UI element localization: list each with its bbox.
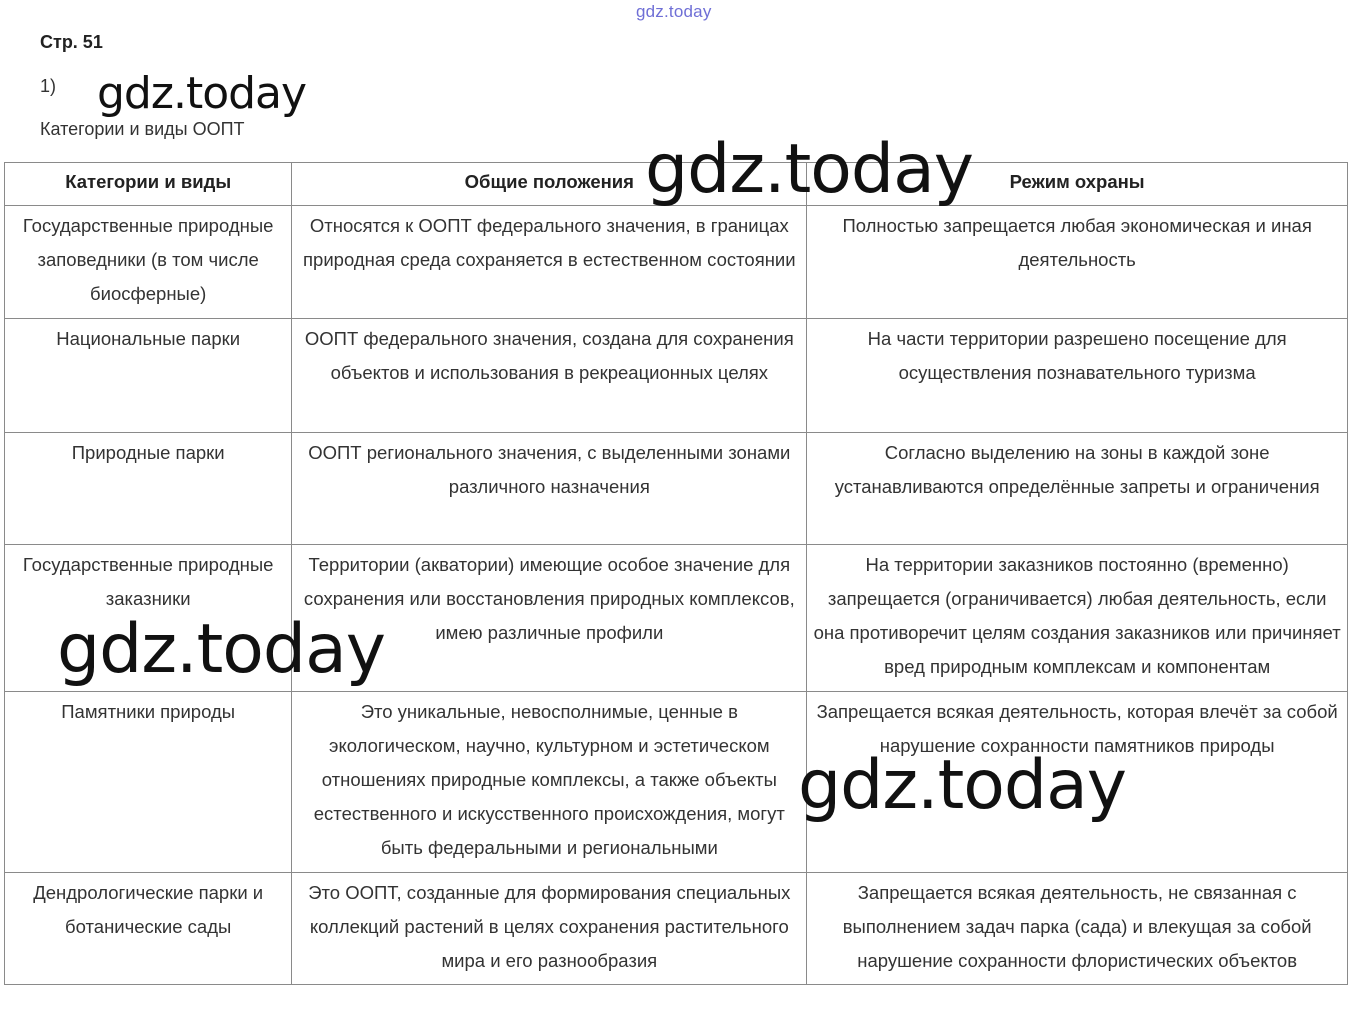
cell-regime: Полностью запрещается любая экономическая и иная деятельность bbox=[807, 206, 1348, 319]
cell-general: Относятся к ООПТ федерального значения, в границах природная среда сохраняется в естественном состоянии bbox=[292, 206, 807, 319]
watermark: gdz.today bbox=[97, 68, 307, 119]
cell-category: Природные парки bbox=[5, 433, 292, 545]
table-row bbox=[5, 692, 1348, 873]
cell-category: Национальные парки bbox=[5, 319, 292, 433]
cell-regime: На части территории разрешено посещение для осуществления познавательного туризма bbox=[807, 319, 1348, 433]
watermark: gdz.today bbox=[645, 130, 973, 209]
cell-category: Дендрологические парки и ботанические сады bbox=[5, 873, 292, 985]
cell-regime: Согласно выделению на зоны в каждой зоне устанавливаются определённые запреты и ограничения bbox=[807, 433, 1348, 545]
cell-general: ООПТ федерального значения, создана для сохранения объектов и использования в рекреационных целях bbox=[292, 319, 807, 433]
table-row bbox=[5, 206, 1348, 319]
watermark: gdz.today bbox=[798, 746, 1126, 825]
column-header-general: Общие положения bbox=[292, 163, 807, 206]
table-row bbox=[5, 433, 1348, 545]
column-header-category: Категории и виды bbox=[5, 163, 292, 206]
cell-general: Это уникальные, невосполнимые, ценные в экологическом, научно, культурном и эстетическом отношениях природные комплексы, а также объекты естественного и искусственного происхождения, могут быть федеральными и региональными bbox=[292, 692, 807, 873]
table-caption: Категории и виды ООПТ bbox=[40, 119, 245, 139]
top-watermark-text: gdz.today bbox=[636, 2, 712, 21]
cell-category: Государственные природные заповедники (в том числе биосферные) bbox=[5, 206, 292, 319]
table-row bbox=[5, 873, 1348, 985]
cell-category: Государственные природные заказники bbox=[5, 545, 292, 692]
cell-regime: Запрещается всякая деятельность, которая влечёт за собой нарушение сохранности памятников природы bbox=[807, 692, 1348, 873]
oopt-table bbox=[4, 162, 1348, 985]
cell-general: Это ООПТ, созданные для формирования специальных коллекций растений в целях сохранения растительного мира и его разнообразия bbox=[292, 873, 807, 985]
cell-regime: На территории заказников постоянно (временно) запрещается (ограничивается) любая деятельность, если она противоречит целям создания заказников или причиняет вред природным комплексам и компонентам bbox=[807, 545, 1348, 692]
watermark: gdz.today bbox=[57, 610, 385, 689]
cell-general: ООПТ регионального значения, с выделенными зонами различного назначения bbox=[292, 433, 807, 545]
item-number: 1) bbox=[40, 76, 57, 96]
cell-category: Памятники природы bbox=[5, 692, 292, 873]
table-row bbox=[5, 319, 1348, 433]
cell-general: Территории (акватории) имеющие особое значение для сохранения или восстановления природных комплексов, имею различные профили bbox=[292, 545, 807, 692]
cell-regime: Запрещается всякая деятельность, не связанная с выполнением задач парка (сада) и влекущая за собой нарушение сохранности флористических объектов bbox=[807, 873, 1348, 985]
column-header-regime: Режим охраны bbox=[807, 163, 1348, 206]
page-number: Стр. 51 bbox=[40, 32, 103, 52]
